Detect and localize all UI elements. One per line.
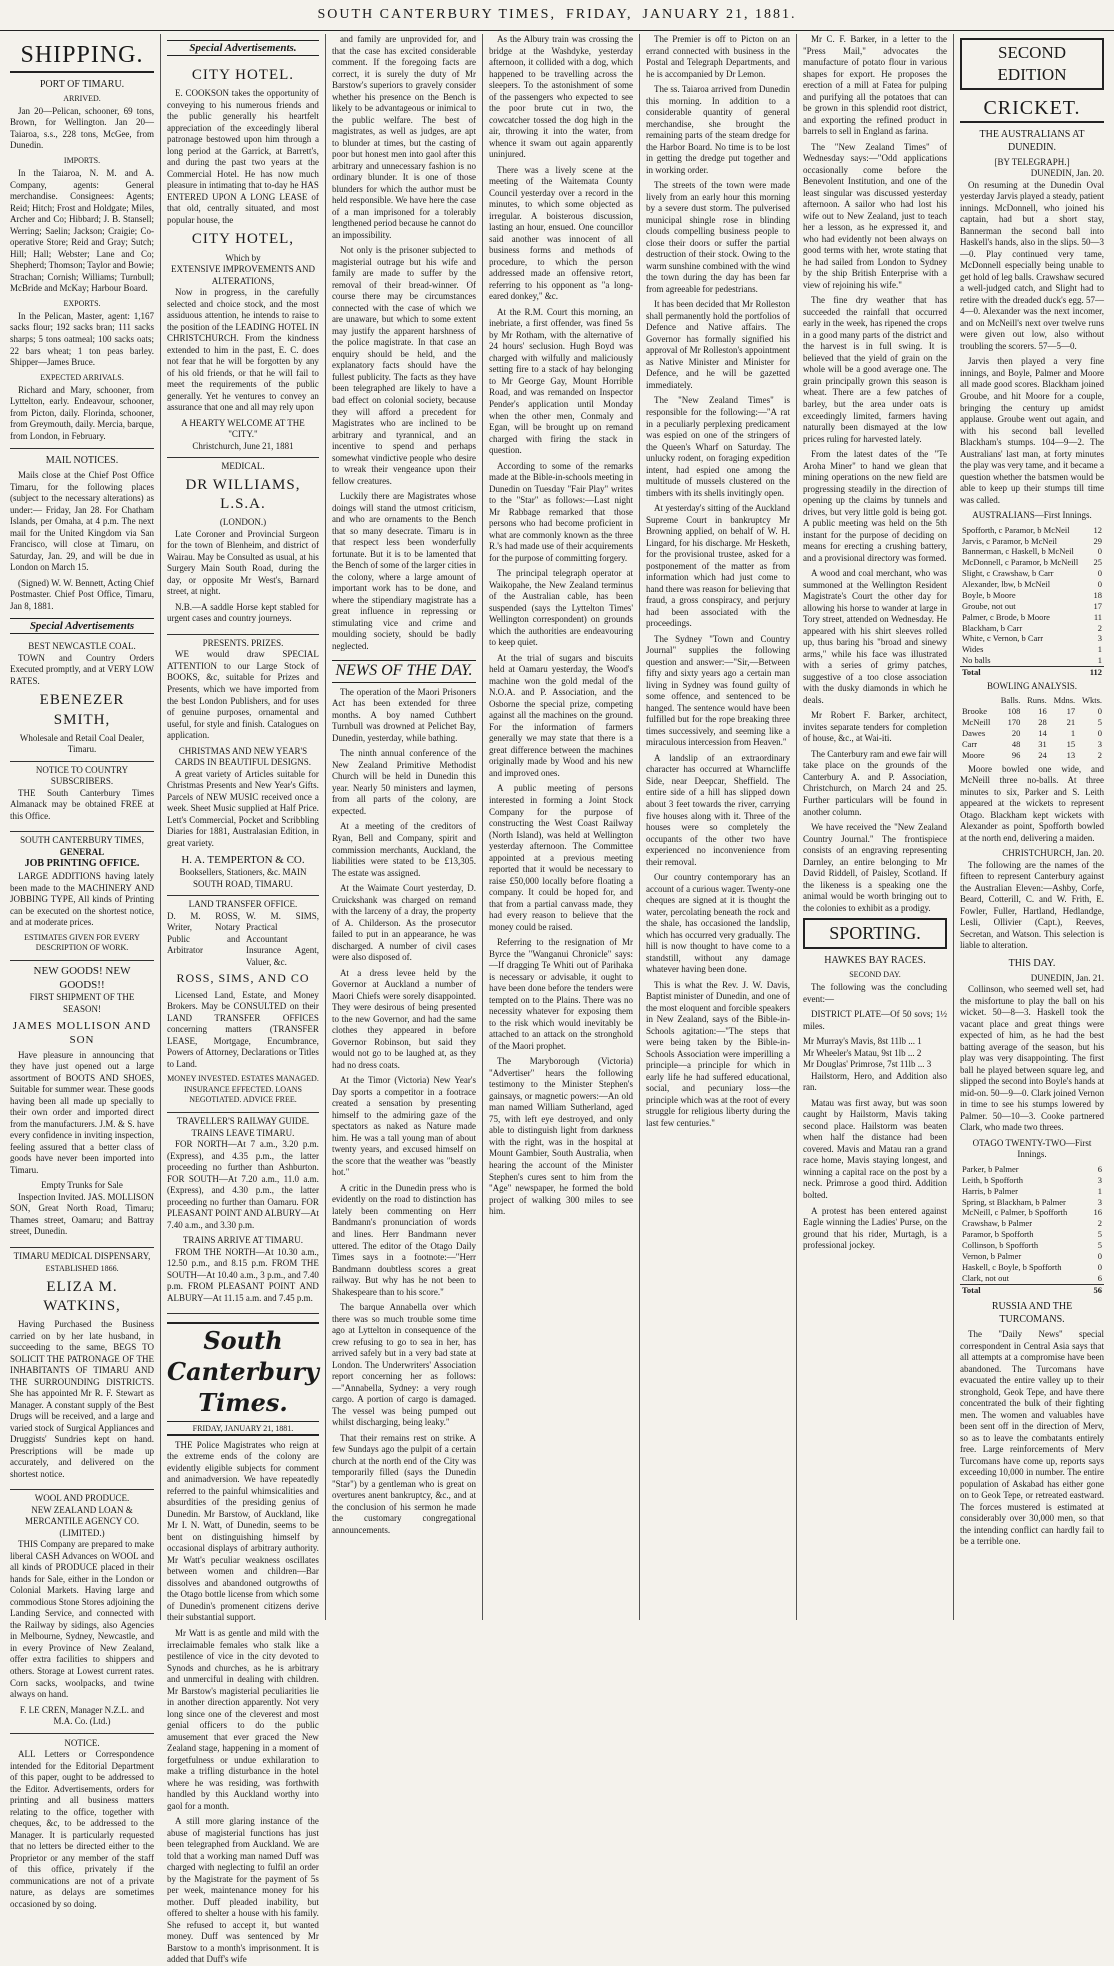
score-cell-runs: 18 — [1093, 589, 1103, 600]
pres-heading: PRESENTS. PRIZES. — [202, 637, 284, 648]
score-cell-runs: 2 — [1097, 622, 1103, 633]
coal-heading: BEST NEWCASTLE COAL. — [28, 641, 136, 652]
score-cell-mdns: 15 — [1066, 738, 1076, 749]
rail-leave-heading: TRAINS LEAVE TIMARU. — [191, 1127, 295, 1138]
sport-text-2: Matau was first away, but was soon caught by Hailstorm, Mavis taking second place. Hailstorm was beaten when half the distance had been covered. Mavis and Matau ran a grand race home, Mavis staying longest, and winning a capital race on the post by a neck. Primrose a good third. Addition bolted. — [802, 1097, 947, 1200]
score-cell-name: Dawes — [962, 728, 986, 739]
otago-total-label: Total — [960, 1284, 1089, 1295]
wool-advert — [10, 1490, 154, 1733]
dateline-1: DUNEDIN, Jan. 20. — [1030, 168, 1105, 179]
bowling-column-header: Balls. — [1000, 695, 1021, 706]
news-item: The ss. Taiaroa arrived from Dunedin this morning. In addition to a considerable quantity of general merchandise, she brought the remaining parts of the steam dredge for the Harbor Board. No time is to be lost in getting the dredge put together and in working order. — [645, 84, 790, 175]
sporting-heading: SPORTING. — [803, 918, 947, 949]
imports-text: In the Taiaroa, N. M. and A. Company, agents: General merchandise. Consignees: Agents; Reid; Hitch; Frost and Holdgate; Miles, Archer and Co; Hibbard; J. B. Stansell; Werring; Saelin; Jackson; Craigie; Co-operative Store; Reid and Gray; Sutch; Hill; Hall; Webster; Lane and Co; Shepherd; Thomson; Taylor and Bowie; Strachan; Cornish; Williams; Turnbull; McBride and McKay; Harbour Board. — [10, 168, 155, 294]
masthead-day: FRIDAY, — [565, 7, 633, 22]
news-item: According to some of the remarks made at the Bible-in-schools meeting in Dunedin on Tuesday "Fair Play" writes to the "Star" as follows:—Last night Mr Rabbage remarked that those persons who had become proficient in what are commonly known as the three R.'s had made use of their acquirements for the purpose of committing forgery. — [488, 460, 633, 563]
nameplate: South Canterbury Times. — [167, 1322, 319, 1421]
jpo-estimates: ESTIMATES GIVEN FOR EVERY DESCRIPTION OF WORK. — [24, 932, 140, 953]
cricket-report-2: Jarvis then played a very fine innings, and Boyle, Palmer and Moore all made good scores. Blackham joined Groube, and hit Moore for a couple, bringing the century up amidst applause. Groube went out again, and with his second ball levelled Blackham's stumps. 104—9—2. The Australians' last man, at forty minutes the play was very tame, and it became a question whether the batsmen would be able to keep up their stumps till time was called. — [960, 356, 1105, 505]
rail-arrive-text: FROM THE NORTH—At 10.30 a.m., 12.50 p.m., and 8.15 p.m. FROM THE SOUTH—At 10.40 a.m., 3 p.m., and 7.40 p.m. FROM PLEASANT POINT AND ALBURY—At 11.15 a.m. and 7.45 p.m. — [167, 1246, 319, 1303]
masthead-date: JANUARY 21, 1881. — [642, 7, 797, 22]
score-cell-name: Haskell, c Boyle, b Spofforth — [962, 1261, 1062, 1272]
city-hotel-advert — [167, 60, 319, 458]
score-cell-name: Blackham, b Carr — [962, 622, 1023, 633]
sport-result: Mr Wheeler's Matau, 9st 1lb ... 2 — [802, 1047, 922, 1058]
editorial-cont-2: Not only is the prisoner subjected to magisterial outrage but his wife and family are made to suffer by the removal of their bread-winner. Of course there may be circumstances connected with the case of which we are unaware, but which to some extent may justify the apparent harshness of the police magistrate. In that case an enquiry should be held, and the explanatory facts should have the fullest publicity. The facts as they have been telegraphed are likely to have a bad effect on colonial society, because they will afford a precedent for Magistrates who are inclined to be arbitrary and tyrannical, and an incentive to spend and perhaps somewhat vindictive people who desire to wreak their vengeance upon their fellow creatures. — [331, 245, 476, 486]
score-cell-wkts: 3 — [1097, 738, 1103, 749]
dateline-2: CHRISTCHURCH, Jan. 20. — [1002, 848, 1105, 859]
score-cell-name: McNeill — [962, 717, 991, 728]
disp-sub: ESTABLISHED 1866. — [45, 1264, 119, 1274]
score-cell-runs: 6 — [1097, 1163, 1103, 1174]
score-cell-runs: 1 — [1097, 655, 1103, 666]
bowling-column-header: Wkts. — [1081, 695, 1103, 706]
score-cell-mdns: 17 — [1066, 706, 1076, 717]
score-cell-name: Parker, b Palmer — [962, 1163, 1019, 1174]
port-heading: PORT OF TIMARU. — [39, 78, 125, 90]
exports-text: In the Pelican, Master, agent: 1,167 sacks flour; 192 sacks bran; 111 sacks sharps; 5 tons oatmeal; 100 sacks oats; 22 bars wheat; 1 ton peas barley. Shipper—James Bruce. — [10, 310, 155, 368]
goods-heading: NEW GOODS! NEW GOODS!! — [33, 965, 131, 992]
med-name: DR WILLIAMS, L.S.A. — [185, 476, 301, 513]
column-4 — [483, 34, 640, 1620]
score-cell-runs: 31 — [1038, 738, 1047, 749]
score-cell-runs: 0 — [1097, 546, 1103, 557]
score-row — [960, 557, 1104, 568]
score-cell-wkts: 2 — [1097, 749, 1103, 760]
land-text: Licensed Land, Estate, and Money Brokers. May be CONSULTED on their LAND TRANSFER OFFICES concerning matters (TRANSFER LEASE, Mortgage, Encumbrance, Powers of Attorney, Declarations or Titles to Land. — [167, 989, 319, 1069]
mail-signed: (Signed) W. W. Bennett, Acting Chief Postmaster. Chief Post Office, Timaru, Jan 8, 1881. — [10, 577, 155, 611]
score-row — [960, 1186, 1104, 1197]
news-item: That their remains rest on strike. A few Sundays ago the pulpit of a certain church at the north end of the City was temporarily filled (says the Dunedin "Star") by a gentleman who is great on overtures anent bankruptcy, &c., and at the conclusion of his sermon he made the customary congregational announcements. — [331, 1432, 476, 1535]
second-edition-heading: SECOND EDITION — [960, 38, 1104, 90]
score-row — [960, 750, 1104, 761]
score-cell-runs: 25 — [1093, 557, 1103, 568]
score-row — [960, 546, 1104, 557]
news-item: Our country contemporary has an account of a curious wager. Twenty-one cheques are signed at it is thought the water, percolating beneath the rock and the shale, has occasioned the landslip, which has occurred very gradually. The hill is now thought to have come to a standstill, without any damage whatever having been done. — [645, 872, 790, 975]
news-item: At a dress levee held by the Governor at Auckland a number of Maori Chiefs were sorely disappointed. They were desirous of being presented to the new Governor, and had the same clothes they appeared in before Governor Robinson, but said they would not go to be laughed at, as they had no dress coats. — [331, 967, 476, 1070]
score-cell-name: Palmer, c Brode, b Moore — [962, 611, 1050, 622]
aus-total-value: 112 — [1087, 667, 1104, 678]
score-cell-runs: 0 — [1097, 1261, 1103, 1272]
hotel-heading: CITY HOTEL. — [191, 67, 295, 84]
rail-arrive-heading: TRAINS ARRIVE AT TIMARU. — [182, 1235, 304, 1246]
mollison-invite: Inspection Invited. JAS. MOLLISON SON, Great North Road, Timaru; Thames street, Oamaru; and Battray street, Dunedin. — [10, 1191, 155, 1237]
sport-text-3: A protest has been entered against Eagle winning the Ladies' Purse, on the ground that his rider, Murtagh, is a professional jockey. — [802, 1205, 947, 1251]
news-item: A public meeting of persons interested in forming a Joint Stock Company for the purpose of constructing the West Coast Railway (North Island), was held at Wellington yesterday afternoon. The Committee appointed at a previous meeting reported that it would be necessary to raise £50,000 locally before floating a company. It could be hoped for, and that from a partial canvass made, they had every reason to believe that the money could be raised. — [488, 783, 633, 932]
score-row — [960, 1207, 1104, 1218]
score-row — [960, 1273, 1104, 1284]
score-cell-name: Spofforth, c Paramor, b McNeil — [962, 524, 1070, 535]
score-cell-runs: 3 — [1097, 633, 1103, 644]
sport-text: The following was the concluding event:— — [802, 982, 947, 1004]
med-text: Late Coroner and Provincial Surgeon for the town of Blenheim, and district of Wairau. May be Consulted as usual, at his Surgery Main South Road, during the day, or opposite Mr West's, Barnard street, at night. — [167, 528, 319, 597]
news-item: Mr Robert F. Barker, architect, invites separate tenders for completion of house, &c., at Wai-iti. — [802, 710, 947, 744]
hotel-heading-2: CITY HOTEL, — [191, 231, 295, 248]
sport-result: Mr Murray's Mavis, 8st 11lb ... 1 — [802, 1036, 922, 1047]
pres-xmas: CHRISTMAS AND NEW YEAR'S CARDS IN BEAUTIFUL DESIGNS. — [174, 745, 312, 768]
score-cell-name: McNeill, c Palmer, b Spofforth — [962, 1207, 1068, 1218]
score-cell-name: Clark, not out — [962, 1272, 1009, 1283]
news-item: From the latest dates of the "Te Aroha Miner" to hand we glean that mining operations on the new field are progressing steadily in the direction of opening up the claims by tunnels and drives, but very little gold is being got. A public meeting was held on the 5th instant for the purpose of deciding on means for erecting a crushing battery, and a provisional directory was formed. — [802, 449, 947, 563]
job-printing-advert — [10, 832, 154, 961]
score-cell-name: Crawshaw, b Palmer — [962, 1218, 1033, 1229]
score-row — [960, 1197, 1104, 1208]
mollison-name: JAMES MOLLISON AND SON — [12, 1019, 152, 1046]
score-cell-runs: 5 — [1097, 1229, 1103, 1240]
hotel-text: E. COOKSON takes the opportunity of conveying to his numerous friends and the public generally his heartfelt appreciation of the exceedingly liberal patronage bestowed upon him through a long period at the Garrick, at Barrett's, and during the past two years at the Commercial Hotel. He has now much pleasure in intimating that to-day he HAS ENTERED UPON A LONG LEASE of that old, centrally situated, and most popular house, the — [167, 88, 319, 225]
otago-total-row — [960, 1284, 1104, 1295]
score-cell-runs: 16 — [1093, 1207, 1103, 1218]
score-row — [960, 1175, 1104, 1186]
otago-innings-table — [960, 1164, 1104, 1296]
wool-text: THIS Company are prepared to make liberal CASH Advances on WOOL and all kinds of PRODUCE placed in their hands for Sale, either in the London or Colonial Markets. Having large and commodious Stone Stores adjoining the Landing Service, and connected with the Railway by sidings, also Agencies in Melbourne, Sydney, Newcastle, and in every Province of New Zealand, offer extra facilities to shippers and others. Storage at Lowest current rates. Corn sacks, woolpacks, and twine always on hand. — [10, 1539, 155, 1700]
score-row — [960, 633, 1104, 644]
score-cell-name: White, c Vernon, b Carr — [962, 633, 1044, 644]
score-cell-wkts: 0 — [1097, 706, 1103, 717]
coal-advert — [10, 638, 154, 761]
sport-day: SECOND DAY. — [849, 969, 901, 979]
news-item: The operation of the Maori Prisoners Act has been extended for three months. A boy named Cuthbert Turnbull was drowned at Pelichet Bay, Dunedin, yesterday, while bathing. — [331, 686, 476, 743]
jpo-line2: GENERAL — [59, 846, 105, 857]
news-item: Referring to the resignation of Mr Byrce the "Wanganui Chronicle" says:—If dragging Te Whiti out of Parihaka is necessary or advisable, it ought to have been done before the tenders were tempted on to the Plains. There was no necessity whatever for exposing them to the risk which would inevitably be attached to an attack on the stronghold of the Maori prophet. — [488, 937, 633, 1051]
news-item: The principal telegraph operator at Waikopahe, the New Zealand terminus of the Australian cable, has been suspended (says the Lyttelton Times' Wellington correspondent) on grounds which the authorities are endeavouring to keep quiet. — [488, 568, 633, 648]
score-row — [960, 717, 1104, 728]
mollison-trunks: Empty Trunks for Sale — [41, 1180, 123, 1191]
score-cell-runs: 0 — [1097, 579, 1103, 590]
arrived-label: ARRIVED. — [63, 93, 101, 103]
news-item: The ninth annual conference of the New Zealand Primitive Methodist Church will be held in Dunedin this year. Nearly 50 ministers and laymen, from all parts of the colony, are expected. — [331, 748, 476, 816]
masthead-paper: SOUTH CANTERBURY TIMES, — [317, 7, 556, 22]
score-row — [960, 1240, 1104, 1251]
score-row — [960, 1218, 1104, 1229]
notice-text: ALL Letters or Correspondence intended for the Editorial Department of this paper, ought to be addressed to the Editor. Advertisements, orders for printing and all business matters relating to the office, together with cheques, &c, to be addressed to the Manager. It is particularly requested that no letters be directed either to the Proprietor or any member of the staff of this office, privately if the communications are not of a private nature, as delays are sometimes occasioned by so doing. — [10, 1749, 155, 1909]
column-7 — [954, 34, 1110, 1620]
special-ads-heading-2: Special Advertisements. — [167, 40, 319, 56]
news-item: A landslip of an extraordinary character has occurred at Wharncliffe Side, near Deepcar, Sheffield. The entire side of a hill has slipped down about 3 feet towards the river, carrying five houses along with it. Three of the houses were so completely the occupants of the other two have experienced no inconvenience from their removal. — [645, 752, 790, 867]
disp-text: Having Purchased the Business carried on by her late husband, in succeeding to the same, BEGS TO SOLICIT THE PATRONAGE OF THE INHABITANTS OF TIMARU AND THE SURROUNDING DISTRICTS. She has appointed Mr R. F. Stewart as Manager. A constant supply of the Best Drugs will be received, and a large and varied stock of Surgical Appliances and Druggists' Sundries kept on hand. Prescriptions will be made up accurately, and delivered on the shortest notice. — [10, 1319, 155, 1479]
score-row — [960, 1251, 1104, 1262]
news-item: Mr C. F. Barker, in a letter to the "Press Mail," advocates the manufacture of potato flour in various shapes for export. He proposes the erection of a mill at Fatea for pulping and purifying all the potatoes that can be grown in this splendid root district, and exporting the refined product in barrels to sell in England as farina. — [802, 34, 947, 137]
land-sims: W. M. SIMS, Practical Accountant Insurance Agent, Valuer, &c. — [245, 910, 319, 967]
score-row — [960, 1262, 1104, 1273]
bowling-column-header — [960, 695, 996, 706]
score-cell-name: McDonnell, c Paramor, b McNeill — [962, 557, 1079, 568]
cricket-report-5: Collinson, who seemed well set, had the misfortune to play the ball on his wicket. 50—8—3. Haskell took the vacant place and great things were expected of him, as he had the best batting average of the season, but his play was very disappointing. The first ball he played between square leg, and slipped the second into Boyle's hands at mid-on. 50—9—0. Clark joined Vernon in time to see his stumps lowered by Palmer. 50—10—3. Cooke partnered Clark, who made two threes. — [960, 984, 1105, 1133]
hotel-text-2: Now in progress, in the carefully selected and choice stock, and the most assiduous attention, he intends to raise to the position of the LEADING HOTEL IN CHRISTCHURCH. From the kindness extended to him in the past, E. C. does not fear that he will be forgotten by any of his old friends, or that he will fail to meet the requirements of the public generally. Yet he ventures to convey an assurance that one and all may rely upon — [167, 287, 319, 413]
presents-advert — [167, 635, 319, 896]
pres-name: H. A. TEMPERTON & CO. — [181, 854, 305, 867]
notice-heading: NOTICE. — [64, 1737, 100, 1748]
australians-heading: THE AUSTRALIANS AT DUNEDIN. — [979, 129, 1085, 153]
news-item: The Sydney "Town and Country Journal" supplies the following question and answer:—"Sir,—Between fifty and sixty years ago a certain man living in Sydney was found guilty of some offence, and sentenced to be hanged. The sentence would have been fulfilled but for the rope breaking three times successively, and seeming like a miraculous intercession from Heaven." — [645, 633, 790, 748]
rail-leave-text: FOR NORTH—At 7 a.m., 3.20 p.m. (Express), and 4.35 p.m., the latter proceeding no further than Ashburton. FOR SOUTH—At 7.20 a.m., 11.0 a.m. (Express), and 4.30 p.m., the latter proceeding no further than Oamaru. FOR PLEASANT POINT AND ALBURY—At 7.40 a.m., and 3.30 p.m. — [167, 1139, 319, 1230]
score-cell-name: Groube, not out — [962, 600, 1016, 611]
score-cell-runs: 29 — [1093, 535, 1103, 546]
otago-innings-heading: OTAGO TWENTY-TWO—First Innings. — [972, 1137, 1092, 1160]
news-item: At the R.M. Court this morning, an inebriate, a first offender, was fined 5s by Mr Rotham, with the alternative of 24 hours' seclusion. Hugh Boyd was charged with wilfully and maliciously setting fire to a stack of hay belonging to Mr George Gay, Mount Horrible Road, and was remanded on Inspector Pender's application until Monday when the other men, Conmaly and Egan, will be brought up on remand charged with firing the stack in question. — [488, 306, 633, 456]
land-heading: LAND TRANSFER OFFICE. — [188, 899, 298, 910]
score-cell-runs: 0 — [1097, 1250, 1103, 1261]
bowling-column-header: Mdns. — [1053, 695, 1076, 706]
score-cell-runs: 1 — [1097, 1185, 1103, 1196]
news-item: We have received the "New Zealand Country Journal." The frontispiece consists of an engraving representing Darnley, an entire belonging to Mr David Riddell, of Paisley, Scotland. If the likeness is a speaking one the animal would be worth bringing out to the colonies to exhibit as a prodigy. — [802, 822, 947, 913]
pres-addr: Booksellers, Stationers, &c. MAIN SOUTH ROAD, TIMARU. — [179, 867, 307, 889]
score-row — [960, 601, 1104, 612]
sport-also: Hailstorm, Hero, and Addition also ran. — [802, 1070, 947, 1093]
score-cell-name: Harris, b Palmer — [962, 1185, 1018, 1196]
score-cell-runs: 16 — [1038, 706, 1047, 717]
cricket-heading: CRICKET. — [960, 96, 1104, 124]
hotel-ext: EXTENSIVE IMPROVEMENTS AND ALTERATIONS, — [170, 264, 315, 286]
score-cell-runs: 3 — [1097, 1196, 1103, 1207]
score-cell-balls: 108 — [1007, 706, 1021, 717]
expected-label: EXPECTED ARRIVALS. — [40, 372, 124, 382]
russia-heading: RUSSIA AND THE TURCOMANS. — [991, 1301, 1073, 1326]
news-item: At a meeting of the creditors of Ryan, Bell and Company, spirit and commission merchants, Auckland, the liabilities were stated to be £13,305. The estate was assigned. — [331, 821, 476, 878]
column-3 — [326, 34, 483, 1620]
score-row — [960, 706, 1104, 717]
cricket-report-1: On resuming at the Dunedin Oval yesterday Jarvis played a steady, patient innings. McDonnell, who joined his captain, had but a short stay, Bannerman the second ball into Haskell's hands, also in the slips. 50—3—0. Play continued very tame, McDonnell especially being unable to get hold of leg balls. Crawshaw secured a well-judged catch, and Slight had to retire with the dreaded duck's egg. 57—4—0. Alexander was the next incomer, and on McNeill's next over twelve runs were given out low, also without troubling the scorers. 57—5—0. — [960, 179, 1105, 351]
arrived-text: Jan 20—Pelican, schooner, 69 tons, Brown, for Wellington. Jan 20—Taiaroa, s.s., 228 tons, McGee, from Dunedin. — [10, 105, 155, 151]
aus-total-label: Total — [960, 667, 1087, 678]
score-row — [960, 728, 1104, 739]
editorial-para-1: THE Police Magistrates who reign at the extreme ends of the colony are evidently eligible subjects for comment and animadversion. We have repeatedly referred to the painful whimsicalities and absurdities of the presiding genius of Dunedin. Mr Barstow, of Auckland, like Mr I. N. Watt, of Dunedin, seems to be bent on distinguishing himself by occasional displays of arbitrary authority. Mr Watt's peculiar weakness oscillates between women and children—Bar dissolves and abandoned outgrowths of the Otago bottle license from which some of Dunedin's promenent citizens derive their substantial support. — [167, 1439, 319, 1623]
dateline-3: DUNEDIN, Jan. 21. — [1030, 972, 1105, 983]
masthead — [0, 0, 1114, 31]
score-cell-balls: 48 — [1011, 738, 1021, 749]
news-item: It has been decided that Mr Rolleston shall permanently hold the portfolios of Defence and Native affairs. The Governor has formally signified his approval of Mr Rolleston's appointment as Native Minister and Minister for Defence, and he will be gazetted immediately. — [645, 299, 790, 390]
mollison-text: Have pleasure in announcing that they have just opened out a large assortment of BOOTS AND SHOES, Suitable for summer wear. These goods having been all made up specially to their own order and imported direct from the manufacturers. J.M. & S. have every confidence in inviting inspection, feeling assured that a better class of goods have never been imported into Timaru. — [10, 1049, 155, 1175]
score-cell-name: Bannerman, c Haskell, b McNeil — [962, 546, 1074, 557]
jpo-text: LARGE ADDITIONS having lately been made to the MACHINERY AND JOBBING TYPE, All kinds of Printing can be executed on the shortest notice, and at moderate prices. — [10, 871, 155, 928]
disp-name: ELIZA M. WATKINS, — [43, 1278, 121, 1314]
subscribers-notice — [10, 762, 154, 833]
score-cell-runs: 28 — [1038, 717, 1047, 728]
news-item: A critic in the Dunedin press who is evidently on the road to distinction has lately been commenting on Herr Bandmann's pronunciation of words and lines. Herr Bandmann never uttered. The editor of the Otago Daily Times says in a footnote:—"Herr Bandmann doubtless scores a great railway. But why has he not been to Shakespeare than to his score." — [331, 1182, 476, 1297]
this-day-heading: THIS DAY. — [1008, 957, 1056, 969]
otago-total-value: 56 — [1089, 1284, 1104, 1295]
news-item: As the Albury train was crossing the bridge at the Washdyke, yesterday afternoon, it collided with a dog, which happened to be travelling across the sleepers. To the astonishment of some of the passengers who expected to see the poor brute cut in two, the cowcatcher tossed the dog high in the air, throwing it into the water, from whence it swam out again apparently uninjured. — [488, 34, 633, 160]
score-row — [960, 590, 1104, 601]
score-cell-name: Collinson, b Spofforth — [962, 1240, 1039, 1251]
news-item: The "New Zealand Times" is responsible for the following:—"A rat in a peculiarly perplexing predicament was espied on one of the stringers of the Queen's Wharf on Saturday. The unlucky rodent, on foraging expedition intent, had espied one among the multitude of mussels clustered on the timbers with its shells invitingly open. — [645, 395, 790, 498]
railway-guide — [167, 1113, 319, 1314]
news-item: At the trial of sugars and biscuits held at Oamaru yesterday, the Wood's machine won the gold medal of the N.O.A. and P. Association, and the Osborne the special prize, competing against all the machines on the ground. For the information of farmers generally we may state that there is a great difference between the machines originally made by Wood and his new and improved ones. — [488, 652, 633, 778]
news-item: The "New Zealand Times" of Wednesday says:—"Odd applications occasionally come before the Benevolent Institution, and one of the least singular was discussed yesterday afternoon. A sailor who had lost his wife out to New Zealand, just to teach her a lesson, as he expressed it, and who had evidently not been always on good terms with her, wrote stating that he had sailed from London to Sydney by the ship British Enterprise with a view of rejoining his wife." — [802, 141, 947, 290]
mollison-advert — [10, 961, 154, 1248]
news-item: At the Timor (Victoria) New Year's Day sports a competitor in a footrace created a sensation by presenting himself to the admiring gaze of the spectators as naked as Nature made him. He was a tall young man of about twenty years, and excused himself on the score that the weather was "beastly hot." — [331, 1075, 476, 1178]
score-cell-mdns: 21 — [1066, 717, 1076, 728]
editorial-cont-1: and family are unprovided for, and that the case has excited considerable comment. If the foregoing facts are correct, it is surely the duty of Mr Barstow's superiors to gravely consider whether his presence on the Bench is likely to be advantageous or inimical to the public welfare. The best of magistrates, as well as judges, are apt to blunder at times, but the casting of poor but honest men into gaol after this arbitrary and unnecessary fashion is no ordinary blunder. It is one of those blunders for which the author must be held responsible. We have here the case of a man imprisoned for a tolerably lengthened period because he cannot do an impossibility. — [331, 34, 476, 240]
land-foot: MONEY INVESTED. ESTATES MANAGED. INSURANCE EFFECTED. LOANS NEGOTIATED. ADVICE FREE. — [167, 1074, 319, 1104]
cricket-report-4: The following are the names of the fifteen to represent Canterbury against the Australian Eleven:—Ashby, Corfe, Beard, Cotterill, C. and W. Frith, E. Fowler, Fuller, Hartland, Hedlandge, Lesli, Ollivier (Capt.), Reeves, Secretan, and Watson. This selection is liable to alteration. — [960, 859, 1105, 951]
subs-heading: NOTICE TO COUNTRY SUBSCRIBERS. — [35, 764, 129, 787]
news-item: A wood and coal merchant, who was summoned at the Wellington Resident Magistrate's Court the other day for allowing his horse to wander at large in Tory street, attended on Wednesday. He appeared with his shirt sleeves rolled up, thus baring his "broad and sinewy arms," while his face was illustrated with a series of grimy patches, suggestive of a too close association with the dusky diamonds in which he deals. — [802, 568, 947, 705]
hotel-which: Which by — [225, 252, 261, 263]
score-row — [960, 579, 1104, 590]
news-item: At the Waimate Court yesterday, D. Cruickshank was charged on remand with the larceny of a dray, the property of A. Childerson. As the prosecutor failed to put in an appearance, he was discharged. A number of civil cases were also disposed of. — [331, 883, 476, 963]
coal-text: TOWN and Country Orders Executed promptly, and at VERY LOW RATES. — [10, 652, 155, 686]
disp-heading: TIMARU MEDICAL DISPENSARY, — [13, 1250, 151, 1261]
mail-heading: MAIL NOTICES. — [45, 455, 119, 467]
land-firm: ROSS, SIMS, AND CO — [176, 971, 310, 986]
shipping-heading: SHIPPING. — [10, 40, 154, 73]
expected-text: Richard and Mary, schooner, from Lyttelton, early. Endeavour, schooner, from Picton, daily. Florinda, schooner, from Greymouth, daily. Mercia, barque, from London, in February. — [10, 384, 155, 441]
jpo-line3: JOB PRINTING OFFICE. — [24, 858, 140, 870]
score-cell-runs: 1 — [1097, 644, 1103, 655]
score-row — [960, 655, 1104, 666]
pres-text: WE would draw SPECIAL ATTENTION to our Large Stock of BOOKS, &c, suitable for Prizes and Presents, which we have imported from the best London Publishers, and for uses of genuine purposes, ornamental and useful, for style and finish. Catalogues on application. — [167, 649, 319, 741]
score-cell-name: Slight, c Crawshaw, b Carr — [962, 568, 1054, 579]
score-cell-name: Spring, st Blackham, b Palmer — [962, 1196, 1066, 1207]
columns — [4, 34, 1110, 1965]
wool-sign: F. LE CREN, Manager N.Z.L. and M.A. Co. (Ltd.) — [19, 1704, 145, 1727]
pres-text-2: A great variety of Articles suitable for Christmas Presents and New Year's Gifts. Parcels of NEW MUSIC received once a week. Sheet Music supplied at Half Price. Lett's Commercial, Pocket and Scribbling Diaries for 1881, Australasian Edition, in great variety. — [167, 768, 319, 848]
score-cell-runs: 17 — [1093, 600, 1103, 611]
med-nb: N.B.—A saddle Horse kept stabled for urgent cases and country journeys. — [167, 601, 319, 624]
editorial-para-2: Mr Watt is as gentle and mild with the irreclaimable females who stalk like a pestilence of vice in the city devoted to Synods and churches, as he is arbitrary and unmerciful in dealing with children. Mr Barstow's magisterial peculiarities lie in another direction apparently. Not very long since one of the cleverest and most genial officers to do the public amusement that ever graced the New Zealand stage, happening in a moment of forgetfulness or undue exhilaration to make a trifling disturbance in the hotel where he was residing, was forthwith handled by this Auckland worthy into gaol for a month. — [167, 1627, 319, 1811]
score-row — [960, 1164, 1104, 1175]
score-cell-balls: 20 — [1011, 728, 1021, 739]
news-item: The Premier is off to Picton on an errand connected with business in the Postal and Telegraph Departments, and he is accompanied by Dr Lemon. — [645, 34, 790, 79]
score-row — [960, 623, 1104, 634]
score-cell-name: Jarvis, c Paramor, b McNeil — [962, 535, 1058, 546]
score-cell-mdns: 13 — [1066, 749, 1076, 760]
score-cell-name: Leith, b Spofforth — [962, 1174, 1023, 1185]
aus-innings-table — [960, 525, 1104, 678]
hotel-welcome: A HEARTY WELCOME AT THE "CITY." — [181, 417, 305, 440]
score-row — [960, 1229, 1104, 1240]
jpo-line1: SOUTH CANTERBURY TIMES, — [20, 835, 144, 846]
med-heading: MEDICAL. — [221, 461, 265, 472]
score-row — [960, 644, 1104, 655]
telegraph-tag: [BY TELEGRAPH.] — [994, 156, 1070, 167]
medical-advert — [167, 458, 319, 635]
column-2 — [161, 34, 326, 1965]
score-cell-runs: 14 — [1038, 728, 1047, 739]
news-item: The Canterbury ram and ewe fair will take place on the grounds of the Canterbury A. and P. Association, Christchurch, on March 24 and 25. Further particulars will be found in another column. — [802, 748, 947, 817]
score-cell-balls: 96 — [1011, 749, 1021, 760]
news-item: The fine dry weather that has succeeded the rainfall that occurred early in the week, has ripened the crops in a good many parts of the district and the harvest is in full swing. It is believed that the yield of grain on the whole will be a good average one. The grain principally grown this season is wheat. There are a few patches of barley, but the area under oats is exceedingly limited, farmers having naturally been dismayed at the low prices ruling for harvested lately. — [802, 295, 947, 444]
special-ads-heading: Special Advertisements — [10, 618, 154, 634]
score-cell-name: No balls — [962, 655, 991, 666]
score-cell-runs: 12 — [1093, 524, 1103, 535]
score-cell-runs: 0 — [1097, 568, 1103, 579]
column-1 — [4, 34, 161, 1909]
score-cell-runs: 3 — [1097, 1174, 1103, 1185]
nameplate-dateline: FRIDAY, JANUARY 21, 1881. — [167, 1424, 319, 1436]
goods-sub: FIRST SHIPMENT OF THE SEASON! — [29, 992, 135, 1014]
news-item: The Maryborough (Victoria) "Advertiser" hears the following testimony to the Minister Stephen's gainsays, or magnetic powers:—An old man named William Sutherland, aged 75, with left eye destroyed, and only able to distinguish light from darkness with the right, was in the hospital at Mount Gambier, South Australia, when hearing the account of the Minister Stephen's cures sent to him from the "Age" newspaper, he formed the bold project of walking 300 miles to see him. — [488, 1056, 633, 1217]
dispensary-advert — [10, 1248, 154, 1490]
editorial-cont-3: Luckily there are Magistrates whose doings will stand the utmost criticism, and who are ornaments to the Bench that so many desecrate. Timaru is in that respect less been wonderfully fortunate. But it is to be lamented that the Bench of some of the larger cities in the colony, where a large amount of important work has to be done, and where the stipendiary magistrate has a great influence in repressing or stimulating vice and crime and moulding society, should be badly neglected. — [331, 491, 476, 651]
bowling-column-header: Runs. — [1027, 695, 1047, 706]
score-cell-name: Wides — [962, 644, 984, 655]
score-cell-runs: 6 — [1097, 1272, 1103, 1283]
news-heading: NEWS OF THE DAY. — [332, 660, 476, 682]
exports-label: EXPORTS. — [63, 298, 101, 308]
news-item: The streets of the town were made lively from an early hour this morning by a severe dust storm. The pulverised municipal shingle rose in blinding clouds compelling business people to close their doors or suffer the partial destruction of their stock. Owing to the warm sunshine combined with the wind the town during the day has been far from agreeable for pedestrians. — [645, 180, 790, 294]
score-cell-name: Boyle, b Moore — [962, 589, 1016, 600]
score-cell-wkts: 5 — [1097, 717, 1103, 728]
score-row — [960, 525, 1104, 536]
aus-innings-heading: AUSTRALIANS—First Innings. — [972, 510, 1092, 521]
bowling-heading: BOWLING ANALYSIS. — [986, 680, 1078, 691]
score-cell-name: Alexander, lbw, b McNeil — [962, 579, 1051, 590]
sport-race: DISTRICT PLATE—Of 50 sovs; 1½ miles. — [802, 1009, 947, 1031]
russia-text: The "Daily News" special correspondent in Central Asia says that all attempts at a compromise have been abandoned. The Turcomans have evacuated the entire valley up to their stronghold, Geok Tepe, and have there concentrated the bulk of their fighting men. The women and valuables have been sent off in the direction of Merv, so as to leave the combatants entirely free. Large reinforcements of Merv Turcomans have come up, reports says exceeding 10,000 in number. The entire population of Askabad has either gone on to Geok Tepe, or retreated eastward. The forces mustered is estimated at considerably over 30,000 men, so that the intending conflict can hardly fail to be a terrible one. — [960, 1329, 1105, 1547]
column-5 — [640, 34, 797, 1620]
wool-company: NEW ZEALAND LOAN & MERCANTILE AGENCY CO. (LIMITED.) — [25, 1504, 139, 1538]
score-cell-mdns: 1 — [1070, 728, 1076, 739]
med-sub: (LONDON.) — [219, 517, 267, 528]
land-ross: D. M. ROSS, Writer, Notary Public and Arbitrator — [167, 910, 240, 956]
sport-result: Mr Douglas' Primrose, 7st 11lb ... 3 — [802, 1059, 932, 1070]
hotel-date: Christchurch, June 21, 1881 — [192, 440, 294, 451]
subs-text: THE South Canterbury Times Almanack may be obtained FREE at this Office. — [10, 787, 155, 821]
score-cell-runs: 2 — [1097, 1218, 1103, 1229]
coal-sub: Wholesale and Retail Coal Dealer, Timaru. — [19, 732, 145, 755]
news-item: There was a lively scene at the meeting of the Waitemata County Council yesterday over a record in the minutes, to which some objected as irregular. A boisterous discussion, lasting an hour, ensued. One councillor said another was innocent of all business forms and methods of procedure, to which the person addressed made an offensive retort, referring to his opponent as "a long-eared donkey," &c. — [488, 164, 633, 302]
score-cell-runs: 5 — [1097, 1240, 1103, 1251]
aus-total-row — [960, 667, 1104, 678]
news-item: At yesterday's sitting of the Auckland Supreme Court in bankruptcy Mr Browning applied, on behalf of W. H. Lingard, for his discharge. Mr Hesketh, for the provisional trustee, asked for a postponement of the matter as from information which had just come to hand there was reason for believing that fraud, a gross conspiracy, and perjury had been associated with the proceedings. — [645, 503, 790, 629]
score-row — [960, 612, 1104, 623]
mail-text: Mails close at the Chief Post Office Timaru, for the following places (subject to the necessary alterations) as under:— Friday, Jan 28. For Chatham Islands, per Omaha, at 4 p.m. The next mail for the United Kingdom via San Francisco, will close at Timaru, on Saturday, Jan. 29, and will be due in London on March 15. — [10, 470, 155, 573]
score-row — [960, 536, 1104, 547]
land-transfer-advert — [167, 896, 319, 1113]
score-row — [960, 568, 1104, 579]
editorial-para-3: A still more glaring instance of the abuse of magisterial functions has just been telegraphed from Auckland. We are told that a working man named Duff was charged with neglecting to fulfil an order by the Magistrate for the payment of 5s per week, maintenance money for his mother. Duff pleaded inability, but offered to shelter a house with his family. She refused to accept it, but wanted money. Duff was sentenced by Mr Barstow to a month's imprisonment. It is added that Duff's wife — [167, 1816, 319, 1965]
wool-heading: WOOL AND PRODUCE. — [34, 1493, 130, 1504]
cricket-report-3: Moore bowled one wide, and McNeill three no-balls. At three minutes to six, Parker and S. Leith appeared at the wickets to represent Otago. Blackham kept wickets with Alexander as point, Spofforth bowled at the north end, delivering a maiden. — [960, 763, 1105, 843]
sport-subheading: HAWKES BAY RACES. — [824, 955, 926, 967]
imports-label: IMPORTS. — [63, 155, 101, 165]
score-cell-wkts: 0 — [1097, 728, 1103, 739]
score-cell-runs: 24 — [1038, 749, 1047, 760]
score-cell-name: Paramor, b Spofforth — [962, 1229, 1034, 1240]
score-cell-name: Carr — [962, 738, 978, 749]
column-6 — [797, 34, 954, 1620]
score-cell-name: Brooke — [962, 706, 988, 717]
score-cell-balls: 170 — [1007, 717, 1021, 728]
news-item: The barque Annabella over which there was so much trouble some time ago at Lyttelton in consequence of the crew refusing to go to sea in her, has arrived safely but in a very bad state at London. The Underwriters' Association report concerning her as follows:—"Annabella, Sydney: a very rough cargo. A portion of cargo is damaged. The vessel was being pumped out whilst discharging, being leaky." — [331, 1302, 476, 1428]
score-row — [960, 739, 1104, 750]
coal-name: EBENEZER SMITH, — [39, 692, 125, 728]
score-cell-name: Vernon, b Palmer — [962, 1250, 1022, 1261]
bowling-table — [960, 695, 1104, 760]
score-cell-runs: 11 — [1093, 611, 1103, 622]
news-item: This is what the Rev. J. W. Davis, Baptist minister of Dunedin, and one of the most eloquent and forcible speakers in New Zealand, says of the Bible-in-Schools agitation:—"The steps that were being taken by the Bible-in-Schools Association were imperilling a principle—a principle for which in early life he had suffered educational, social, and pecuniary loss—the principle which was at the root of every struggle for religious liberty during the last few centuries." — [645, 979, 790, 1128]
rail-heading: TRAVELLER'S RAILWAY GUIDE. — [176, 1116, 310, 1127]
score-cell-name: Moore — [962, 749, 985, 760]
